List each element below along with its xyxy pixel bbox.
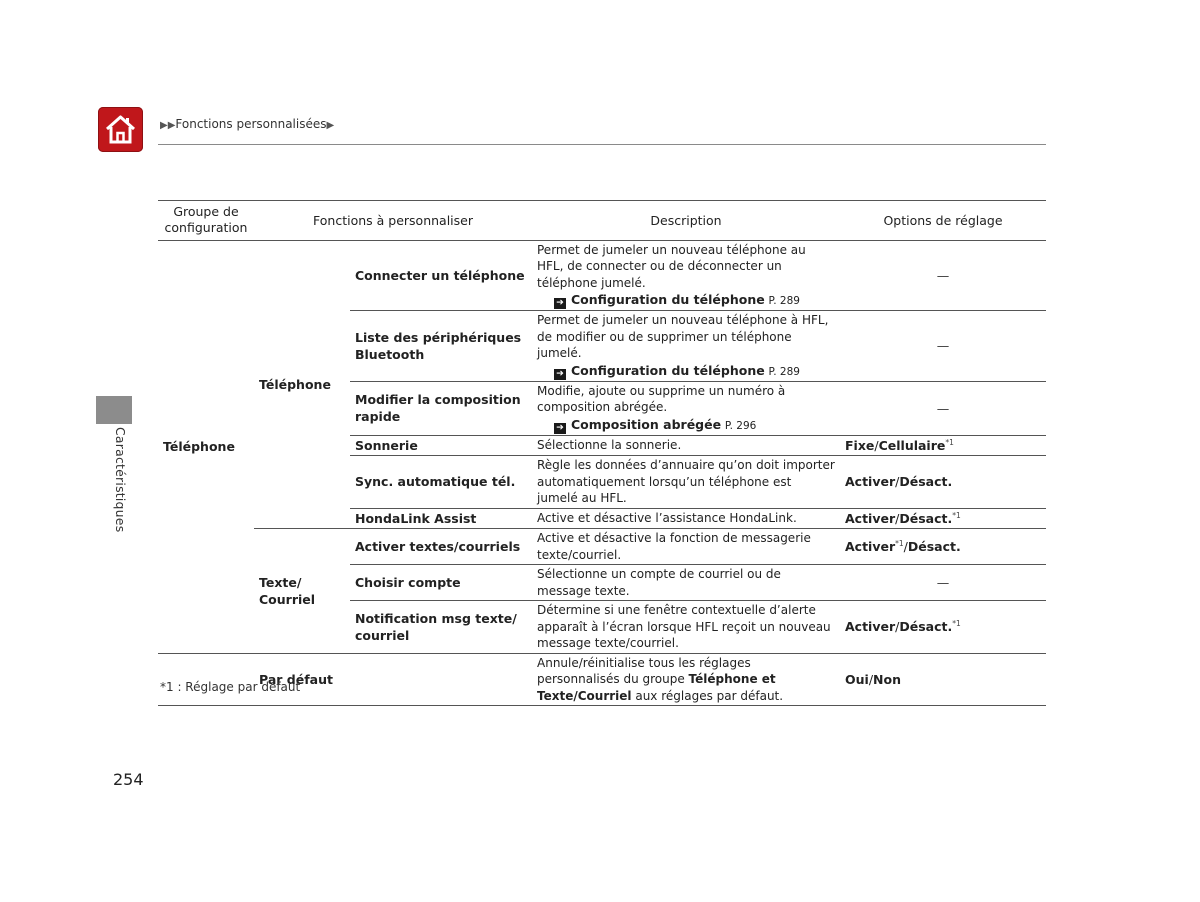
function-cell: Modifier la composition rapide xyxy=(350,381,532,435)
home-icon[interactable] xyxy=(98,107,143,152)
option-b: Cellulaire xyxy=(878,437,946,453)
option-cell: — xyxy=(840,565,1046,601)
reference-arrow-icon: ➔ xyxy=(554,369,566,380)
group-cell: Téléphone xyxy=(158,240,254,653)
option-a: Activer xyxy=(845,510,896,526)
reference-page: P. 289 xyxy=(768,365,800,378)
footnote-marker: *1 xyxy=(952,619,961,629)
header-group: Groupe de configuration xyxy=(158,201,254,241)
option-cell: — xyxy=(840,381,1046,435)
footnote-marker: *1 xyxy=(895,538,904,548)
function-cell: Sonnerie xyxy=(350,435,532,455)
option-b: Désact. xyxy=(899,619,953,635)
subgroup-par-defaut: Par défaut xyxy=(254,653,350,706)
option-separator: / xyxy=(895,510,900,526)
footnote: *1 : Réglage par défaut xyxy=(160,680,301,694)
function-cell xyxy=(350,653,532,706)
house-icon xyxy=(104,113,137,146)
reference-arrow-icon: ➔ xyxy=(554,298,566,309)
description-cell: Sélectionne la sonnerie. xyxy=(532,435,840,455)
header-divider xyxy=(158,144,1046,145)
function-cell: Liste des périphériques Bluetooth xyxy=(350,311,532,382)
function-cell: Choisir compte xyxy=(350,565,532,601)
breadcrumb-arrows-icon: ▶▶ xyxy=(160,120,176,131)
table-header-row xyxy=(158,201,1046,241)
option-b: Désact. xyxy=(907,538,961,554)
description-cell xyxy=(532,240,840,311)
description-text: Permet de jumeler un nouveau téléphone au HFL, de connecter ou de déconnecter un téléphone jumelé. xyxy=(537,242,806,290)
description-text: aux réglages par défaut. xyxy=(631,688,784,703)
option-separator: / xyxy=(895,619,900,635)
option-b: Non xyxy=(873,672,901,688)
section-tab[interactable] xyxy=(96,396,132,424)
section-label: Caractéristiques xyxy=(113,427,128,533)
footnote-marker: *1 xyxy=(945,437,954,447)
subgroup-texte-courriel: Texte/ Courriel xyxy=(254,529,350,654)
description-bold: Téléphone et Texte/Courriel xyxy=(537,672,776,703)
option-cell xyxy=(840,456,1046,509)
reference-title: Configuration du téléphone xyxy=(571,292,765,308)
description-cell: Règle les données d’annuaire qu’on doit importer automatiquement lorsqu’un téléphone est jumelé au HFL. xyxy=(532,456,840,509)
reference-arrow-icon: ➔ xyxy=(554,423,566,434)
option-a: Fixe xyxy=(845,437,875,453)
option-separator: / xyxy=(868,672,874,688)
description-cell: Active et désactive l’assistance HondaLink. xyxy=(532,508,840,528)
breadcrumb-arrow-icon: ▶ xyxy=(326,120,335,131)
cross-reference[interactable] xyxy=(537,416,835,434)
page-number: 254 xyxy=(113,770,144,789)
header-functions: Fonctions à personnaliser xyxy=(254,201,532,241)
option-b: Désact. xyxy=(899,510,953,526)
option-separator: / xyxy=(895,474,900,490)
cross-reference[interactable] xyxy=(537,291,835,309)
function-cell: Sync. automatique tél. xyxy=(350,456,532,509)
cross-reference[interactable] xyxy=(537,362,835,380)
option-cell xyxy=(840,601,1046,654)
option-cell xyxy=(840,653,1046,706)
option-a: Activer xyxy=(845,538,896,554)
option-separator: / xyxy=(903,538,908,554)
function-cell: Activer textes/courriels xyxy=(350,529,532,565)
option-a: Activer xyxy=(845,619,896,635)
function-cell: HondaLink Assist xyxy=(350,508,532,528)
table-row xyxy=(158,240,1046,311)
option-b: Désact. xyxy=(899,474,953,490)
reference-title: Configuration du téléphone xyxy=(571,362,765,378)
description-cell xyxy=(532,653,840,706)
option-cell xyxy=(840,508,1046,528)
option-cell: — xyxy=(840,311,1046,382)
option-cell: — xyxy=(840,240,1046,311)
footnote-marker: *1 xyxy=(952,510,961,520)
description-cell: Détermine si une fenêtre contextuelle d’alerte apparaît à l’écran lorsque HFL reçoit un nouveau message texte/courriel. xyxy=(532,601,840,654)
table-row xyxy=(158,529,1046,565)
option-cell xyxy=(840,435,1046,455)
header-description: Description xyxy=(532,201,840,241)
description-cell: Sélectionne un compte de courriel ou de message texte. xyxy=(532,565,840,601)
description-cell: Active et désactive la fonction de messagerie texte/courriel. xyxy=(532,529,840,565)
breadcrumb-label: Fonctions personnalisées xyxy=(175,117,327,131)
description-text: Modifie, ajoute ou supprime un numéro à composition abrégée. xyxy=(537,383,786,415)
subgroup-telephone: Téléphone xyxy=(254,240,350,529)
settings-table xyxy=(158,200,1046,706)
option-cell xyxy=(840,529,1046,565)
header-options: Options de réglage xyxy=(840,201,1046,241)
reference-page: P. 289 xyxy=(768,295,800,308)
reference-title: Composition abrégée xyxy=(571,416,722,432)
breadcrumb[interactable] xyxy=(160,117,334,131)
function-cell: Notification msg texte/ courriel xyxy=(350,601,532,654)
option-a: Activer xyxy=(845,474,896,490)
reference-page: P. 296 xyxy=(724,419,757,432)
description-text: Permet de jumeler un nouveau téléphone à HFL, de modifier ou de supprimer un téléphone jumelé. xyxy=(537,313,829,361)
option-separator: / xyxy=(874,437,879,453)
description-cell xyxy=(532,311,840,382)
description-text: Annule/réinitialise tous les réglages personnalisés du groupe xyxy=(537,655,751,687)
description-cell xyxy=(532,381,840,435)
option-a: Oui xyxy=(845,672,869,688)
function-cell: Connecter un téléphone xyxy=(350,240,532,311)
